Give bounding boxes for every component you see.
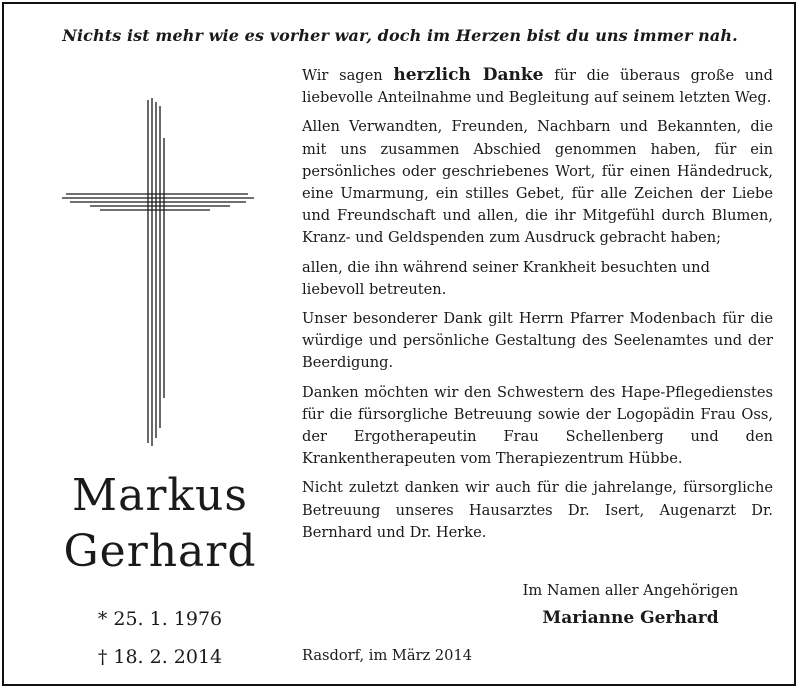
cross-icon bbox=[60, 98, 260, 448]
signature-intro: Im Namen aller Angehörigen bbox=[522, 582, 739, 599]
place-date: Rasdorf, im März 2014 bbox=[302, 647, 473, 664]
thanks-intro bbox=[302, 64, 773, 109]
deceased-last-name: Gerhard bbox=[63, 526, 257, 577]
thanks-paragraph: allen, die ihn während seiner Krankheit besuchten und liebevoll betreuten. bbox=[302, 258, 710, 298]
signature-name: Marianne Gerhard bbox=[542, 608, 719, 628]
intro-before: Wir sagen bbox=[302, 67, 394, 84]
thanks-paragraph: Allen Verwandten, Freunden, Nachbarn und Bekannten, die mit uns zusammen Abschied genommen haben, für ein persönliches oder geschriebenes Wort, für einen Händedruck, eine Umarmung, ein stilles Gebet, für alle Zeichen der Liebe und Freundschaft und allen, die ihr Mitgefühl durch Blumen, Kranz- und Geldspenden zum Ausdruck gebracht haben; bbox=[302, 118, 773, 247]
birth-date: * 25. 1. 1976 bbox=[97, 608, 223, 630]
intro-emphasis: herzlich Danke bbox=[393, 65, 544, 85]
thanks-text bbox=[302, 64, 773, 551]
intro-after: für die überaus große und liebevolle Anteilnahme und Begleitung auf seinem letzten Weg. bbox=[302, 67, 773, 107]
thanks-paragraph: Danken möchten wir den Schwestern des Hape-Pflegedienstes für die fürsorgliche Betreuung sowie der Logopädin Frau Oss, der Ergotherapeutin Frau Schellenberg und den Krankentherapeuten vom Therapiezentrum Hübbe. bbox=[302, 383, 773, 468]
thanks-paragraph: Nicht zuletzt danken wir auch für die jahrelange, fürsorgliche Betreuung unseres Hausarztes Dr. Isert, Augenarzt Dr. Bernhard und Dr. Herke. bbox=[302, 479, 773, 541]
motto: Nichts ist mehr wie es vorher war, doch im Herzen bist du uns immer nah. bbox=[62, 26, 738, 45]
thanks-paragraph: Unser besonderer Dank gilt Herrn Pfarrer Modenbach für die würdige und persönliche Gestaltung des Seelenamtes und der Beerdigung. bbox=[302, 310, 773, 372]
death-date: † 18. 2. 2014 bbox=[97, 646, 223, 668]
deceased-first-name: Markus bbox=[72, 470, 248, 521]
